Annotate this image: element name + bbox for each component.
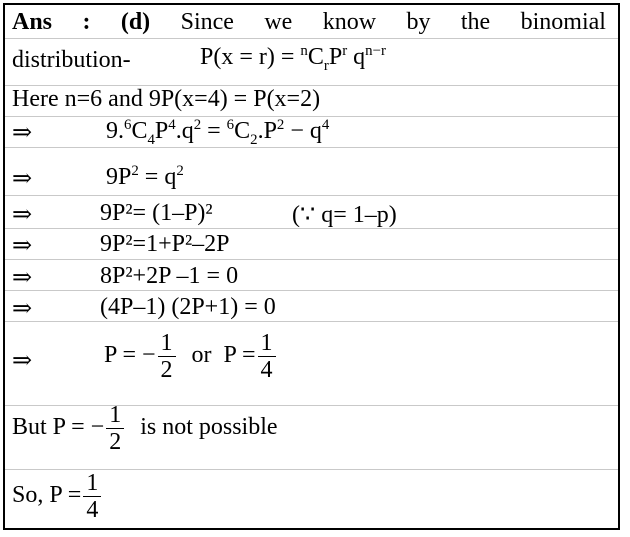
so-line: So, P = $\frac{1}{4}$ — [12, 470, 103, 523]
intro-word: the — [460, 9, 491, 35]
step-2: $9P^2 = q^2$ — [106, 163, 184, 190]
implies-icon: ⇒ — [12, 120, 33, 146]
divider — [5, 259, 618, 260]
but-line: But P = − $\frac{1}{2}$ is not possible — [12, 402, 278, 455]
intro-word: know — [322, 9, 377, 35]
intro-word: by — [406, 9, 431, 35]
fraction: $\frac{1}{4}$ — [83, 470, 101, 523]
implies-icon: ⇒ — [12, 296, 33, 322]
step-4: 9P²=1+P²–2P — [100, 231, 230, 257]
step-3: 9P²= (1–P)² — [100, 200, 213, 226]
intro-word: binomial — [520, 9, 606, 35]
divider — [5, 195, 618, 196]
ans-colon: : — [82, 9, 91, 35]
divider — [5, 116, 618, 117]
step-3-note: (∵ q= 1–p) — [292, 202, 397, 228]
distribution-line — [12, 46, 131, 74]
divider — [5, 147, 618, 148]
implies-icon: ⇒ — [12, 265, 33, 291]
implies-icon: ⇒ — [12, 233, 33, 259]
intro-word: Since — [180, 9, 234, 35]
ans-option: (d) — [120, 9, 151, 35]
divider — [5, 321, 618, 322]
step-5: 8P²+2P –1 = 0 — [100, 263, 239, 289]
implies-icon: ⇒ — [12, 202, 33, 228]
distribution-word: distribution- — [12, 47, 131, 73]
implies-icon: ⇒ — [12, 166, 33, 192]
fraction: $\frac{1}{2}$ — [106, 402, 124, 455]
divider — [5, 38, 618, 39]
step-7: P = − $\frac{1}{2}$ or P = $\frac{1}{4}$ — [104, 330, 278, 383]
intro-word: we — [264, 9, 293, 35]
implies-icon: ⇒ — [12, 348, 33, 374]
given-line: Here n=6 and 9P(x=4) = P(x=2) — [12, 86, 321, 112]
divider — [5, 290, 618, 291]
fraction: $\frac{1}{2}$ — [158, 330, 176, 383]
binomial-formula: $P(x = r) = ^nC_rP^r$ $q^{n-r}$ — [200, 43, 386, 74]
step-1: $9.^6C_4P^4.q^2 = ^6C_2.P^2 - q^4$ — [106, 117, 330, 148]
ans-label: Ans — [12, 9, 53, 35]
intro-line — [12, 8, 606, 36]
fraction: $\frac{1}{4}$ — [258, 330, 276, 383]
step-6: (4P–1) (2P+1) = 0 — [100, 294, 276, 320]
